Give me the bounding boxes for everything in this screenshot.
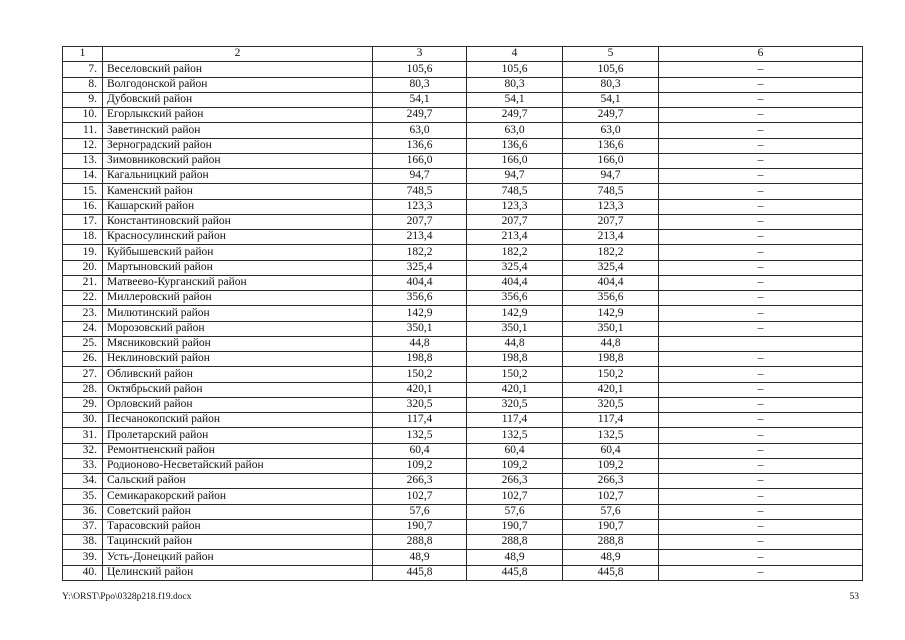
table-header-row: [63, 47, 863, 62]
district-name-cell: Морозовский район: [103, 321, 373, 336]
table-row: [63, 382, 863, 397]
value-col5-cell: 102,7: [563, 489, 659, 504]
value-col6-cell: –: [659, 214, 863, 229]
value-col5-cell: 48,9: [563, 550, 659, 565]
row-number-cell: 21.: [63, 275, 103, 290]
value-col6-cell: –: [659, 504, 863, 519]
value-col6-cell: –: [659, 123, 863, 138]
value-col4-cell: 198,8: [467, 352, 563, 367]
value-col5-cell: 198,8: [563, 352, 659, 367]
value-col5-cell: 123,3: [563, 199, 659, 214]
table-row: [63, 291, 863, 306]
value-col6-cell: –: [659, 184, 863, 199]
value-col3-cell: 356,6: [373, 291, 467, 306]
value-col5-cell: 80,3: [563, 77, 659, 92]
row-number-cell: 34.: [63, 474, 103, 489]
district-name-cell: Семикаракорский район: [103, 489, 373, 504]
row-number-cell: 32.: [63, 443, 103, 458]
value-col3-cell: 404,4: [373, 275, 467, 290]
value-col4-cell: 44,8: [467, 336, 563, 351]
row-number-cell: 27.: [63, 367, 103, 382]
row-number-cell: 35.: [63, 489, 103, 504]
value-col3-cell: 288,8: [373, 535, 467, 550]
row-number-cell: 30.: [63, 413, 103, 428]
table-row: [63, 92, 863, 107]
value-col4-cell: 445,8: [467, 565, 563, 580]
district-name-cell: Заветинский район: [103, 123, 373, 138]
value-col6-cell: –: [659, 153, 863, 168]
row-number-cell: 23.: [63, 306, 103, 321]
data-table: [62, 46, 863, 581]
value-col3-cell: 445,8: [373, 565, 467, 580]
table-row: [63, 336, 863, 351]
value-col5-cell: 325,4: [563, 260, 659, 275]
table-row: [63, 550, 863, 565]
row-number-cell: 15.: [63, 184, 103, 199]
value-col5-cell: 356,6: [563, 291, 659, 306]
value-col6-cell: –: [659, 382, 863, 397]
district-name-cell: Красносулинский район: [103, 230, 373, 245]
value-col6-cell: –: [659, 397, 863, 412]
value-col5-cell: 288,8: [563, 535, 659, 550]
header-cell-3: 3: [373, 47, 467, 62]
value-col4-cell: 266,3: [467, 474, 563, 489]
value-col5-cell: 136,6: [563, 138, 659, 153]
row-number-cell: 33.: [63, 458, 103, 473]
value-col5-cell: 748,5: [563, 184, 659, 199]
value-col6-cell: –: [659, 260, 863, 275]
value-col6-cell: –: [659, 77, 863, 92]
value-col6-cell: –: [659, 62, 863, 77]
value-col4-cell: 249,7: [467, 108, 563, 123]
table-row: [63, 321, 863, 336]
district-name-cell: Октябрьский район: [103, 382, 373, 397]
row-number-cell: 20.: [63, 260, 103, 275]
value-col5-cell: 117,4: [563, 413, 659, 428]
value-col3-cell: 182,2: [373, 245, 467, 260]
row-number-cell: 11.: [63, 123, 103, 138]
value-col3-cell: 54,1: [373, 92, 467, 107]
table-body: [63, 47, 863, 581]
district-name-cell: Каменский район: [103, 184, 373, 199]
value-col3-cell: 198,8: [373, 352, 467, 367]
value-col6-cell: –: [659, 245, 863, 260]
value-col4-cell: 117,4: [467, 413, 563, 428]
table-row: [63, 214, 863, 229]
value-col4-cell: 57,6: [467, 504, 563, 519]
value-col5-cell: 166,0: [563, 153, 659, 168]
district-name-cell: Обливский район: [103, 367, 373, 382]
district-name-cell: Веселовский район: [103, 62, 373, 77]
table-row: [63, 458, 863, 473]
table-row: [63, 153, 863, 168]
district-name-cell: Ремонтненский район: [103, 443, 373, 458]
row-number-cell: 9.: [63, 92, 103, 107]
value-col6-cell: –: [659, 474, 863, 489]
value-col6-cell: –: [659, 428, 863, 443]
value-col4-cell: 150,2: [467, 367, 563, 382]
value-col3-cell: 105,6: [373, 62, 467, 77]
value-col5-cell: 207,7: [563, 214, 659, 229]
value-col4-cell: 404,4: [467, 275, 563, 290]
value-col5-cell: 404,4: [563, 275, 659, 290]
district-name-cell: Милютинский район: [103, 306, 373, 321]
table-row: [63, 184, 863, 199]
value-col3-cell: 420,1: [373, 382, 467, 397]
value-col4-cell: 109,2: [467, 458, 563, 473]
value-col4-cell: 80,3: [467, 77, 563, 92]
value-col6-cell: –: [659, 367, 863, 382]
value-col4-cell: 182,2: [467, 245, 563, 260]
table-row: [63, 519, 863, 534]
value-col4-cell: 132,5: [467, 428, 563, 443]
value-col4-cell: 102,7: [467, 489, 563, 504]
value-col3-cell: 109,2: [373, 458, 467, 473]
row-number-cell: 28.: [63, 382, 103, 397]
district-name-cell: Куйбышевский район: [103, 245, 373, 260]
page-number: 53: [849, 592, 859, 602]
district-name-cell: Тарасовский район: [103, 519, 373, 534]
row-number-cell: 19.: [63, 245, 103, 260]
district-name-cell: Кагальницкий район: [103, 169, 373, 184]
value-col4-cell: 213,4: [467, 230, 563, 245]
value-col4-cell: 48,9: [467, 550, 563, 565]
row-number-cell: 16.: [63, 199, 103, 214]
district-name-cell: Сальский район: [103, 474, 373, 489]
value-col3-cell: 60,4: [373, 443, 467, 458]
row-number-cell: 38.: [63, 535, 103, 550]
value-col3-cell: 190,7: [373, 519, 467, 534]
table-row: [63, 413, 863, 428]
row-number-cell: 18.: [63, 230, 103, 245]
value-col3-cell: 132,5: [373, 428, 467, 443]
table-row: [63, 275, 863, 290]
value-col4-cell: 136,6: [467, 138, 563, 153]
value-col5-cell: 420,1: [563, 382, 659, 397]
district-name-cell: Матвеево-Курганский район: [103, 275, 373, 290]
value-col3-cell: 94,7: [373, 169, 467, 184]
district-name-cell: Егорлыкский район: [103, 108, 373, 123]
value-col5-cell: 44,8: [563, 336, 659, 351]
table-row: [63, 77, 863, 92]
value-col5-cell: 54,1: [563, 92, 659, 107]
value-col3-cell: 320,5: [373, 397, 467, 412]
district-name-cell: Советский район: [103, 504, 373, 519]
value-col5-cell: 266,3: [563, 474, 659, 489]
value-col3-cell: 123,3: [373, 199, 467, 214]
value-col4-cell: 320,5: [467, 397, 563, 412]
table-row: [63, 352, 863, 367]
value-col4-cell: 63,0: [467, 123, 563, 138]
value-col5-cell: 109,2: [563, 458, 659, 473]
row-number-cell: 37.: [63, 519, 103, 534]
value-col3-cell: 213,4: [373, 230, 467, 245]
value-col3-cell: 117,4: [373, 413, 467, 428]
value-col4-cell: 420,1: [467, 382, 563, 397]
district-name-cell: Миллеровский район: [103, 291, 373, 306]
value-col3-cell: 63,0: [373, 123, 467, 138]
table-row: [63, 108, 863, 123]
value-col6-cell: –: [659, 535, 863, 550]
value-col4-cell: 356,6: [467, 291, 563, 306]
value-col5-cell: 445,8: [563, 565, 659, 580]
row-number-cell: 39.: [63, 550, 103, 565]
value-col5-cell: 63,0: [563, 123, 659, 138]
value-col4-cell: 325,4: [467, 260, 563, 275]
value-col3-cell: 266,3: [373, 474, 467, 489]
table-row: [63, 367, 863, 382]
row-number-cell: 7.: [63, 62, 103, 77]
district-name-cell: Усть-Донецкий район: [103, 550, 373, 565]
table-row: [63, 397, 863, 412]
value-col6-cell: –: [659, 321, 863, 336]
table-row: [63, 489, 863, 504]
value-col6-cell: –: [659, 519, 863, 534]
value-col5-cell: 94,7: [563, 169, 659, 184]
row-number-cell: 12.: [63, 138, 103, 153]
value-col6-cell: –: [659, 565, 863, 580]
value-col5-cell: 350,1: [563, 321, 659, 336]
value-col3-cell: 142,9: [373, 306, 467, 321]
district-name-cell: Тацинский район: [103, 535, 373, 550]
row-number-cell: 10.: [63, 108, 103, 123]
district-name-cell: Зерноградский район: [103, 138, 373, 153]
header-cell-5: 5: [563, 47, 659, 62]
row-number-cell: 13.: [63, 153, 103, 168]
table-row: [63, 504, 863, 519]
value-col4-cell: 190,7: [467, 519, 563, 534]
value-col3-cell: 748,5: [373, 184, 467, 199]
table-row: [63, 306, 863, 321]
table-row: [63, 169, 863, 184]
value-col3-cell: 48,9: [373, 550, 467, 565]
value-col6-cell: –: [659, 443, 863, 458]
value-col3-cell: 80,3: [373, 77, 467, 92]
table-row: [63, 138, 863, 153]
value-col5-cell: 320,5: [563, 397, 659, 412]
table-row: [63, 123, 863, 138]
table-row: [63, 245, 863, 260]
value-col6-cell: –: [659, 230, 863, 245]
value-col5-cell: 57,6: [563, 504, 659, 519]
value-col3-cell: 150,2: [373, 367, 467, 382]
value-col6-cell: [659, 336, 863, 351]
table-row: [63, 474, 863, 489]
value-col5-cell: 190,7: [563, 519, 659, 534]
value-col3-cell: 136,6: [373, 138, 467, 153]
row-number-cell: 25.: [63, 336, 103, 351]
district-name-cell: Родионово-Несветайский район: [103, 458, 373, 473]
value-col4-cell: 105,6: [467, 62, 563, 77]
district-name-cell: Волгодонской район: [103, 77, 373, 92]
district-name-cell: Орловский район: [103, 397, 373, 412]
value-col3-cell: 350,1: [373, 321, 467, 336]
district-name-cell: Мартыновский район: [103, 260, 373, 275]
value-col5-cell: 213,4: [563, 230, 659, 245]
district-name-cell: Целинский район: [103, 565, 373, 580]
value-col6-cell: –: [659, 92, 863, 107]
value-col5-cell: 60,4: [563, 443, 659, 458]
value-col4-cell: 94,7: [467, 169, 563, 184]
table-row: [63, 443, 863, 458]
value-col5-cell: 105,6: [563, 62, 659, 77]
district-name-cell: Пролетарский район: [103, 428, 373, 443]
value-col3-cell: 207,7: [373, 214, 467, 229]
table-row: [63, 260, 863, 275]
value-col5-cell: 150,2: [563, 367, 659, 382]
value-col6-cell: –: [659, 306, 863, 321]
table-row: [63, 62, 863, 77]
district-name-cell: Кашарский район: [103, 199, 373, 214]
value-col6-cell: –: [659, 352, 863, 367]
row-number-cell: 29.: [63, 397, 103, 412]
value-col4-cell: 142,9: [467, 306, 563, 321]
district-name-cell: Константиновский район: [103, 214, 373, 229]
table-row: [63, 230, 863, 245]
district-name-cell: Мясниковский район: [103, 336, 373, 351]
header-cell-1: 1: [63, 47, 103, 62]
district-name-cell: Дубовский район: [103, 92, 373, 107]
table-row: [63, 565, 863, 580]
row-number-cell: 36.: [63, 504, 103, 519]
value-col3-cell: 166,0: [373, 153, 467, 168]
value-col5-cell: 249,7: [563, 108, 659, 123]
footer-file-path: Y:\ORST\Ppo\0328p218.f19.docx: [62, 592, 192, 602]
value-col4-cell: 748,5: [467, 184, 563, 199]
value-col6-cell: –: [659, 138, 863, 153]
value-col6-cell: –: [659, 108, 863, 123]
row-number-cell: 40.: [63, 565, 103, 580]
value-col4-cell: 123,3: [467, 199, 563, 214]
value-col4-cell: 350,1: [467, 321, 563, 336]
value-col4-cell: 288,8: [467, 535, 563, 550]
row-number-cell: 17.: [63, 214, 103, 229]
value-col6-cell: –: [659, 291, 863, 306]
value-col5-cell: 182,2: [563, 245, 659, 260]
value-col3-cell: 44,8: [373, 336, 467, 351]
row-number-cell: 14.: [63, 169, 103, 184]
value-col6-cell: –: [659, 489, 863, 504]
value-col6-cell: –: [659, 275, 863, 290]
value-col3-cell: 249,7: [373, 108, 467, 123]
header-cell-2: 2: [103, 47, 373, 62]
value-col3-cell: 325,4: [373, 260, 467, 275]
value-col6-cell: –: [659, 199, 863, 214]
row-number-cell: 26.: [63, 352, 103, 367]
row-number-cell: 31.: [63, 428, 103, 443]
value-col3-cell: 102,7: [373, 489, 467, 504]
table-row: [63, 428, 863, 443]
table-row: [63, 535, 863, 550]
value-col6-cell: –: [659, 458, 863, 473]
header-cell-4: 4: [467, 47, 563, 62]
value-col6-cell: –: [659, 550, 863, 565]
value-col4-cell: 166,0: [467, 153, 563, 168]
value-col4-cell: 207,7: [467, 214, 563, 229]
value-col5-cell: 132,5: [563, 428, 659, 443]
header-cell-6: 6: [659, 47, 863, 62]
row-number-cell: 8.: [63, 77, 103, 92]
value-col5-cell: 142,9: [563, 306, 659, 321]
value-col6-cell: –: [659, 169, 863, 184]
value-col6-cell: –: [659, 413, 863, 428]
value-col4-cell: 54,1: [467, 92, 563, 107]
value-col3-cell: 57,6: [373, 504, 467, 519]
row-number-cell: 22.: [63, 291, 103, 306]
table-row: [63, 199, 863, 214]
row-number-cell: 24.: [63, 321, 103, 336]
district-name-cell: Неклиновский район: [103, 352, 373, 367]
district-name-cell: Песчанокопский район: [103, 413, 373, 428]
district-name-cell: Зимовниковский район: [103, 153, 373, 168]
value-col4-cell: 60,4: [467, 443, 563, 458]
